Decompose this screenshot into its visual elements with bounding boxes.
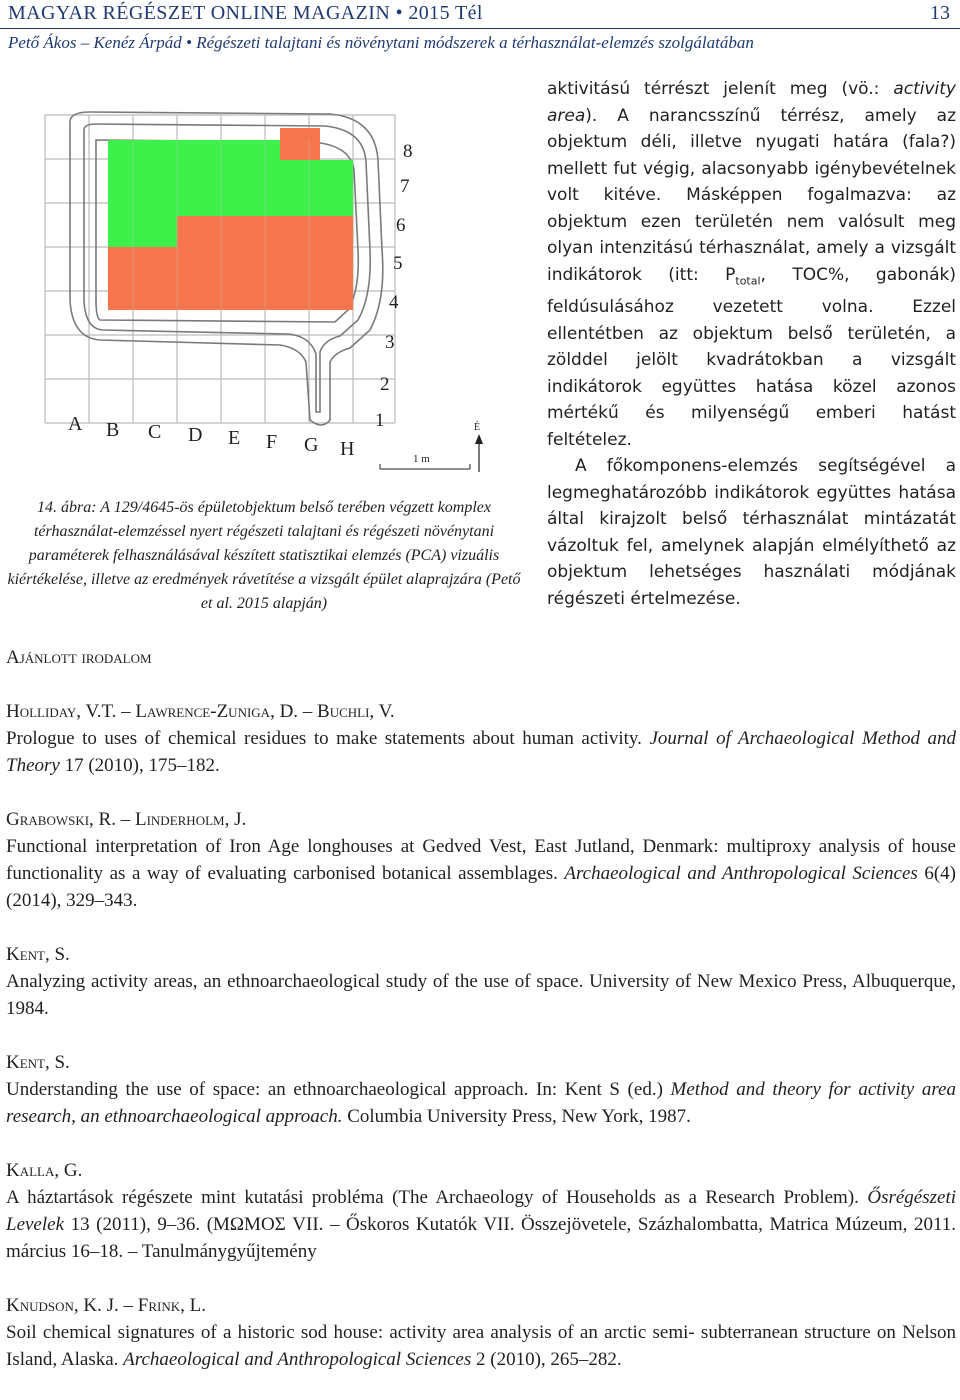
col-label: D bbox=[188, 424, 203, 446]
col-label: F bbox=[266, 431, 278, 453]
reference-text: Prologue to uses of chemical residues to make statements about human activity. Journal of Archaeological Method and Theory 17 (2010), 175–182. bbox=[6, 728, 957, 776]
reference-text: Functional interpretation of Iron Age longhouses at Gedved Vest, East Jutland, Denmark: multiproxy analysis of house functionality as a way of evaluating carbonised botanical assemblages. Archaeological and Anthropological Sciences 6(4) (2014), 329–343. bbox=[6, 836, 957, 911]
reference-item bbox=[6, 698, 956, 779]
row-label: 2 bbox=[380, 374, 390, 395]
reference-text: Analyzing activity areas, an ethnoarchaeological study of the use of space. University of New Mexico Press, Albuquerque, 1984. bbox=[6, 971, 956, 1019]
running-head: Pető Ákos – Kenéz Árpád • Régészeti talajtani és növénytani módszerek a térhasználat-elemzés szolgálatában bbox=[8, 33, 754, 52]
north-arrow-icon bbox=[474, 421, 483, 472]
page-header bbox=[0, 0, 960, 56]
reference-authors: Holliday, V.T. – Lawrence-Zuniga, D. – Buchli, V. bbox=[6, 701, 395, 722]
figure-caption: 14. ábra: A 129/4645-ös épületobjektum belső terében végzett komplex térhasználat-elemzéssel nyert régészeti talajtani és régészeti növénytani paraméterek felhasználásával készített statisztikai elemzés (PCA) vizuális kiértékelése, illetve az eredmények rávetítése a vizsgált épület alaprajzára (Pető et al. 2015 alapján) bbox=[7, 499, 521, 612]
reference-item bbox=[6, 806, 956, 914]
reference-item bbox=[6, 941, 956, 1022]
reference-text: Understanding the use of space: an ethnoarchaeological approach. In: Kent S (ed.) Method and theory for activity area research, an ethnoarchaeological approach. Columbia University Press, New York, 1987. bbox=[6, 1079, 956, 1127]
floor-plan-figure bbox=[30, 100, 530, 485]
reference-item bbox=[6, 1292, 956, 1373]
row-label: 3 bbox=[385, 332, 395, 353]
col-label: B bbox=[106, 419, 120, 441]
reference-authors: Kent, S. bbox=[6, 944, 70, 965]
reference-authors: Kalla, G. bbox=[6, 1160, 83, 1181]
row-label: 7 bbox=[400, 176, 410, 197]
row-label: 8 bbox=[403, 141, 413, 162]
reference-text: Soil chemical signatures of a historic sod house: activity area analysis of an arctic semi- subterranean structure on Nelson Island, Alaska. Archaeological and Anthropological Sciences 2 (2010), 265–282. bbox=[6, 1322, 956, 1370]
orange-area bbox=[280, 128, 320, 160]
reference-item bbox=[6, 1157, 956, 1265]
row-label: 1 bbox=[375, 410, 385, 431]
col-label: E bbox=[228, 427, 241, 449]
page-number: 13 bbox=[930, 2, 950, 24]
col-label: H bbox=[340, 438, 355, 460]
references-section bbox=[6, 644, 956, 1400]
section-title: Ajánlott irodalom bbox=[6, 647, 152, 668]
row-label: 5 bbox=[393, 253, 403, 274]
magazine-title: MAGYAR RÉGÉSZET ONLINE MAGAZIN • 2015 Tél bbox=[8, 2, 483, 24]
col-label: C bbox=[148, 421, 162, 443]
col-label: A bbox=[68, 413, 83, 435]
paragraph: aktivitású térrészt jelenít meg (vö.: activity area). A narancsszínű térrész, amely az objektum déli, illetve nyugati határa (fala?) mellett fut végig, alacsonyabb igénybevételnek volt kitéve. Másképpen fogalmazva: az objektum ezen területén nem valósult meg olyan intenzitású térhasználat, amely a vizsgált indikátorok (itt: $P_{total}$, TOC%, gabonák) feldúsulásához vezetett volna. Ezzel ellentétben az objektum belső területén, a zölddel jelölt kvadrátokban a vizsgált indikátorok együttes hatása közel azonos mértékű és milyenségű emberi hatást feltételez. bbox=[547, 79, 956, 450]
header-rule bbox=[0, 28, 960, 29]
reference-item bbox=[6, 1049, 956, 1130]
scale-label: 1 m bbox=[413, 453, 430, 465]
col-label: G bbox=[304, 434, 319, 456]
reference-authors: Knudson, K. J. – Frink, L. bbox=[6, 1295, 206, 1316]
north-label: É bbox=[474, 422, 481, 433]
reference-text: A háztartások régészete mint kutatási probléma (The Archaeology of Households as a Research Problem). Ősrégészeti Levelek 13 (2011), 9–36. (ΜΩΜΟΣ VII. – Őskoros Kutatók VII. Összejövetele, Százhalombatta, Matrica Múzeum, 2011. március 16–18. – Tanulmánygyűjtemény bbox=[6, 1187, 956, 1262]
orange-area bbox=[108, 247, 177, 310]
floor-plan-svg bbox=[30, 100, 530, 485]
paragraph: A főkomponens-elemzés segítségével a legmeghatározóbb indikátorok együttes hatása által kirajzolt belső térhasználat mintázatát vázoltuk fel, amelynek alapján elmélyíthető az objektum lehetséges használati módjának régészeti értelmezése. bbox=[547, 456, 956, 609]
scale-bar bbox=[380, 453, 470, 469]
row-label: 6 bbox=[396, 215, 406, 236]
row-label: 4 bbox=[389, 292, 399, 313]
reference-authors: Kent, S. bbox=[6, 1052, 70, 1073]
body-text bbox=[547, 76, 956, 612]
reference-authors: Grabowski, R. – Linderholm, J. bbox=[6, 809, 247, 830]
